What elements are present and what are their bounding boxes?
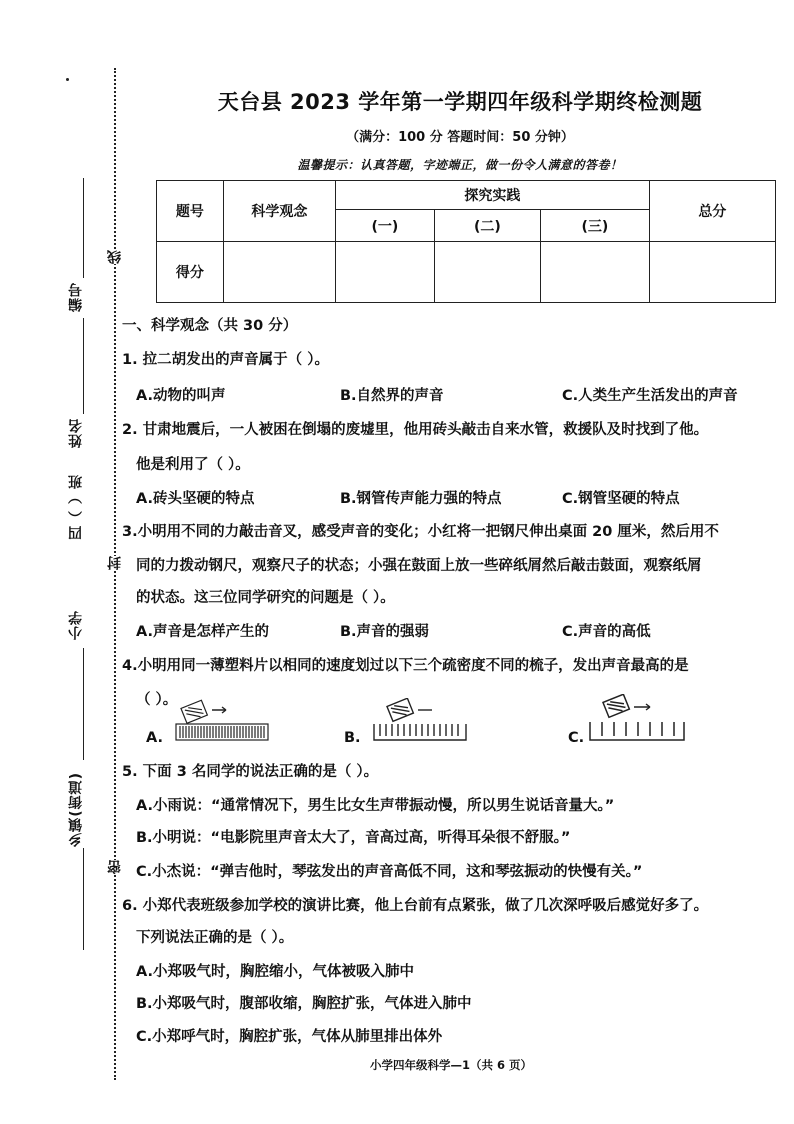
comb-b-teeth xyxy=(374,724,466,740)
page-footer: 小学四年级科学—1（共 6 页） xyxy=(370,1058,533,1072)
q6-option-b: B.小郑吸气时，腹部收缩，胸腔扩张，气体进入肺中 xyxy=(136,996,472,1012)
q4-comb-c-figure xyxy=(588,694,688,744)
q4-option-c: C. xyxy=(568,730,585,746)
q6-stem-cont: 下列说法正确的是（ ）。 xyxy=(136,930,294,946)
exam-title: 天台县 2023 学年第一学期四年级科学期终检测题 xyxy=(217,90,703,114)
seal-dotted-line xyxy=(114,68,116,1080)
q6-stem: 6. 小郑代表班级参加学校的演讲比赛，他上台前有点紧张，做了几次深呼吸后感觉好多了。 xyxy=(122,898,709,914)
q4-stem-cont: （ ）。 xyxy=(136,692,178,708)
q2-option-b: B.钢管传声能力强的特点 xyxy=(340,491,502,507)
school-blank xyxy=(83,648,84,760)
cut-char-line: 线 xyxy=(107,250,123,264)
q5-stem: 5. 下面 3 名同学的说法正确的是（ ）。 xyxy=(122,764,379,780)
q3-option-c: C.声音的高低 xyxy=(562,624,651,640)
q2-option-a: A.砖头坚硬的特点 xyxy=(136,491,255,507)
q1-stem: 1. 拉二胡发出的声音属于（ ）。 xyxy=(122,352,329,368)
q3-option-a: A.声音是怎样产生的 xyxy=(136,624,269,640)
q3-option-b: B.声音的强弱 xyxy=(340,624,430,640)
q4-stem: 4.小明用同一薄塑料片以相同的速度划过以下三个疏密度不同的梳子，发出声音最高的是 xyxy=(122,658,689,674)
comb-a-teeth xyxy=(180,726,264,738)
cell-score-label: 得分 xyxy=(157,242,224,303)
score-blank-sub3[interactable] xyxy=(541,242,650,303)
cell-total: 总分 xyxy=(649,181,775,242)
cell-sub2: (二) xyxy=(434,210,541,242)
q1-option-b: B.自然界的声音 xyxy=(340,388,444,404)
cut-char-seal: 封 xyxy=(107,556,123,570)
score-blank-concept[interactable] xyxy=(223,242,335,303)
q1-option-a: A.动物的叫声 xyxy=(136,388,226,404)
name-label: 姓名 xyxy=(68,418,84,448)
cell-sub1: (一) xyxy=(336,210,435,242)
name-blank xyxy=(83,318,84,414)
cell-sub3: (三) xyxy=(541,210,650,242)
cell-practice: 探究实践 xyxy=(336,181,650,210)
q4-option-b: B. xyxy=(344,730,361,746)
q2-stem: 2. 甘肃地震后，一人被困在倒塌的废墟里，他用砖头敲击自来水管，救援队及时找到了他。 xyxy=(122,422,709,438)
q5-option-c: C.小杰说：“弹吉他时，琴弦发出的声音高低不同，这和琴弦振动的快慢有关。” xyxy=(136,864,643,880)
q5-option-a: A.小雨说：“通常情况下，男生比女生声带振动慢，所以男生说话音量大。” xyxy=(136,798,615,814)
town-blank xyxy=(83,848,84,950)
q3-stem-cont2: 的状态。这三位同学研究的问题是（ ）。 xyxy=(136,590,395,606)
cut-char-secret: 密 xyxy=(107,860,123,874)
class-label: 四（ ）班 xyxy=(68,474,84,540)
q6-option-c: C.小郑呼气时，胸腔扩张，气体从肺里排出体外 xyxy=(136,1029,443,1045)
school-label: 小学 xyxy=(68,610,84,640)
q1-option-c: C.人类生产生活发出的声音 xyxy=(562,388,738,404)
q6-option-a: A.小郑吸气时，胸腔缩小，气体被吸入肺中 xyxy=(136,964,414,980)
score-blank-total[interactable] xyxy=(649,242,775,303)
cell-qno: 题号 xyxy=(157,181,224,242)
section-title: 一、科学观念（共 30 分） xyxy=(122,318,298,334)
q3-stem-cont: 同的力拨动钢尺，观察尺子的状态；小强在鼓面上放一些碎纸屑然后敲击鼓面，观察纸屑 xyxy=(136,558,702,574)
margin-dot xyxy=(66,78,69,81)
q2-stem-cont: 他是利用了（ ）。 xyxy=(136,457,250,473)
q4-comb-a-figure xyxy=(174,698,270,744)
q4-comb-b-figure xyxy=(372,698,468,744)
q3-stem: 3.小明用不同的力敲击音叉，感受声音的变化；小红将一把钢尺伸出桌面 20 厘米，然后用不 xyxy=(122,524,719,540)
id-blank xyxy=(83,178,84,278)
score-blank-sub2[interactable] xyxy=(434,242,541,303)
q4-option-a: A. xyxy=(146,730,163,746)
exam-subtitle: （满分：100 分 答题时间：50 分钟） xyxy=(346,130,574,145)
comb-c-teeth xyxy=(590,722,684,740)
score-blank-sub1[interactable] xyxy=(336,242,435,303)
score-table xyxy=(156,180,776,303)
id-label: 编号 xyxy=(68,282,84,312)
cell-concept: 科学观念 xyxy=(223,181,335,242)
exam-tip: 温馨提示：认真答题，字迹端正，做一份令人满意的答卷！ xyxy=(297,158,623,172)
town-label: 乡镇(街道) xyxy=(68,772,84,847)
q2-option-c: C.钢管坚硬的特点 xyxy=(562,491,680,507)
q5-option-b: B.小明说：“电影院里声音太大了，音高过高，听得耳朵很不舒服。” xyxy=(136,830,571,846)
